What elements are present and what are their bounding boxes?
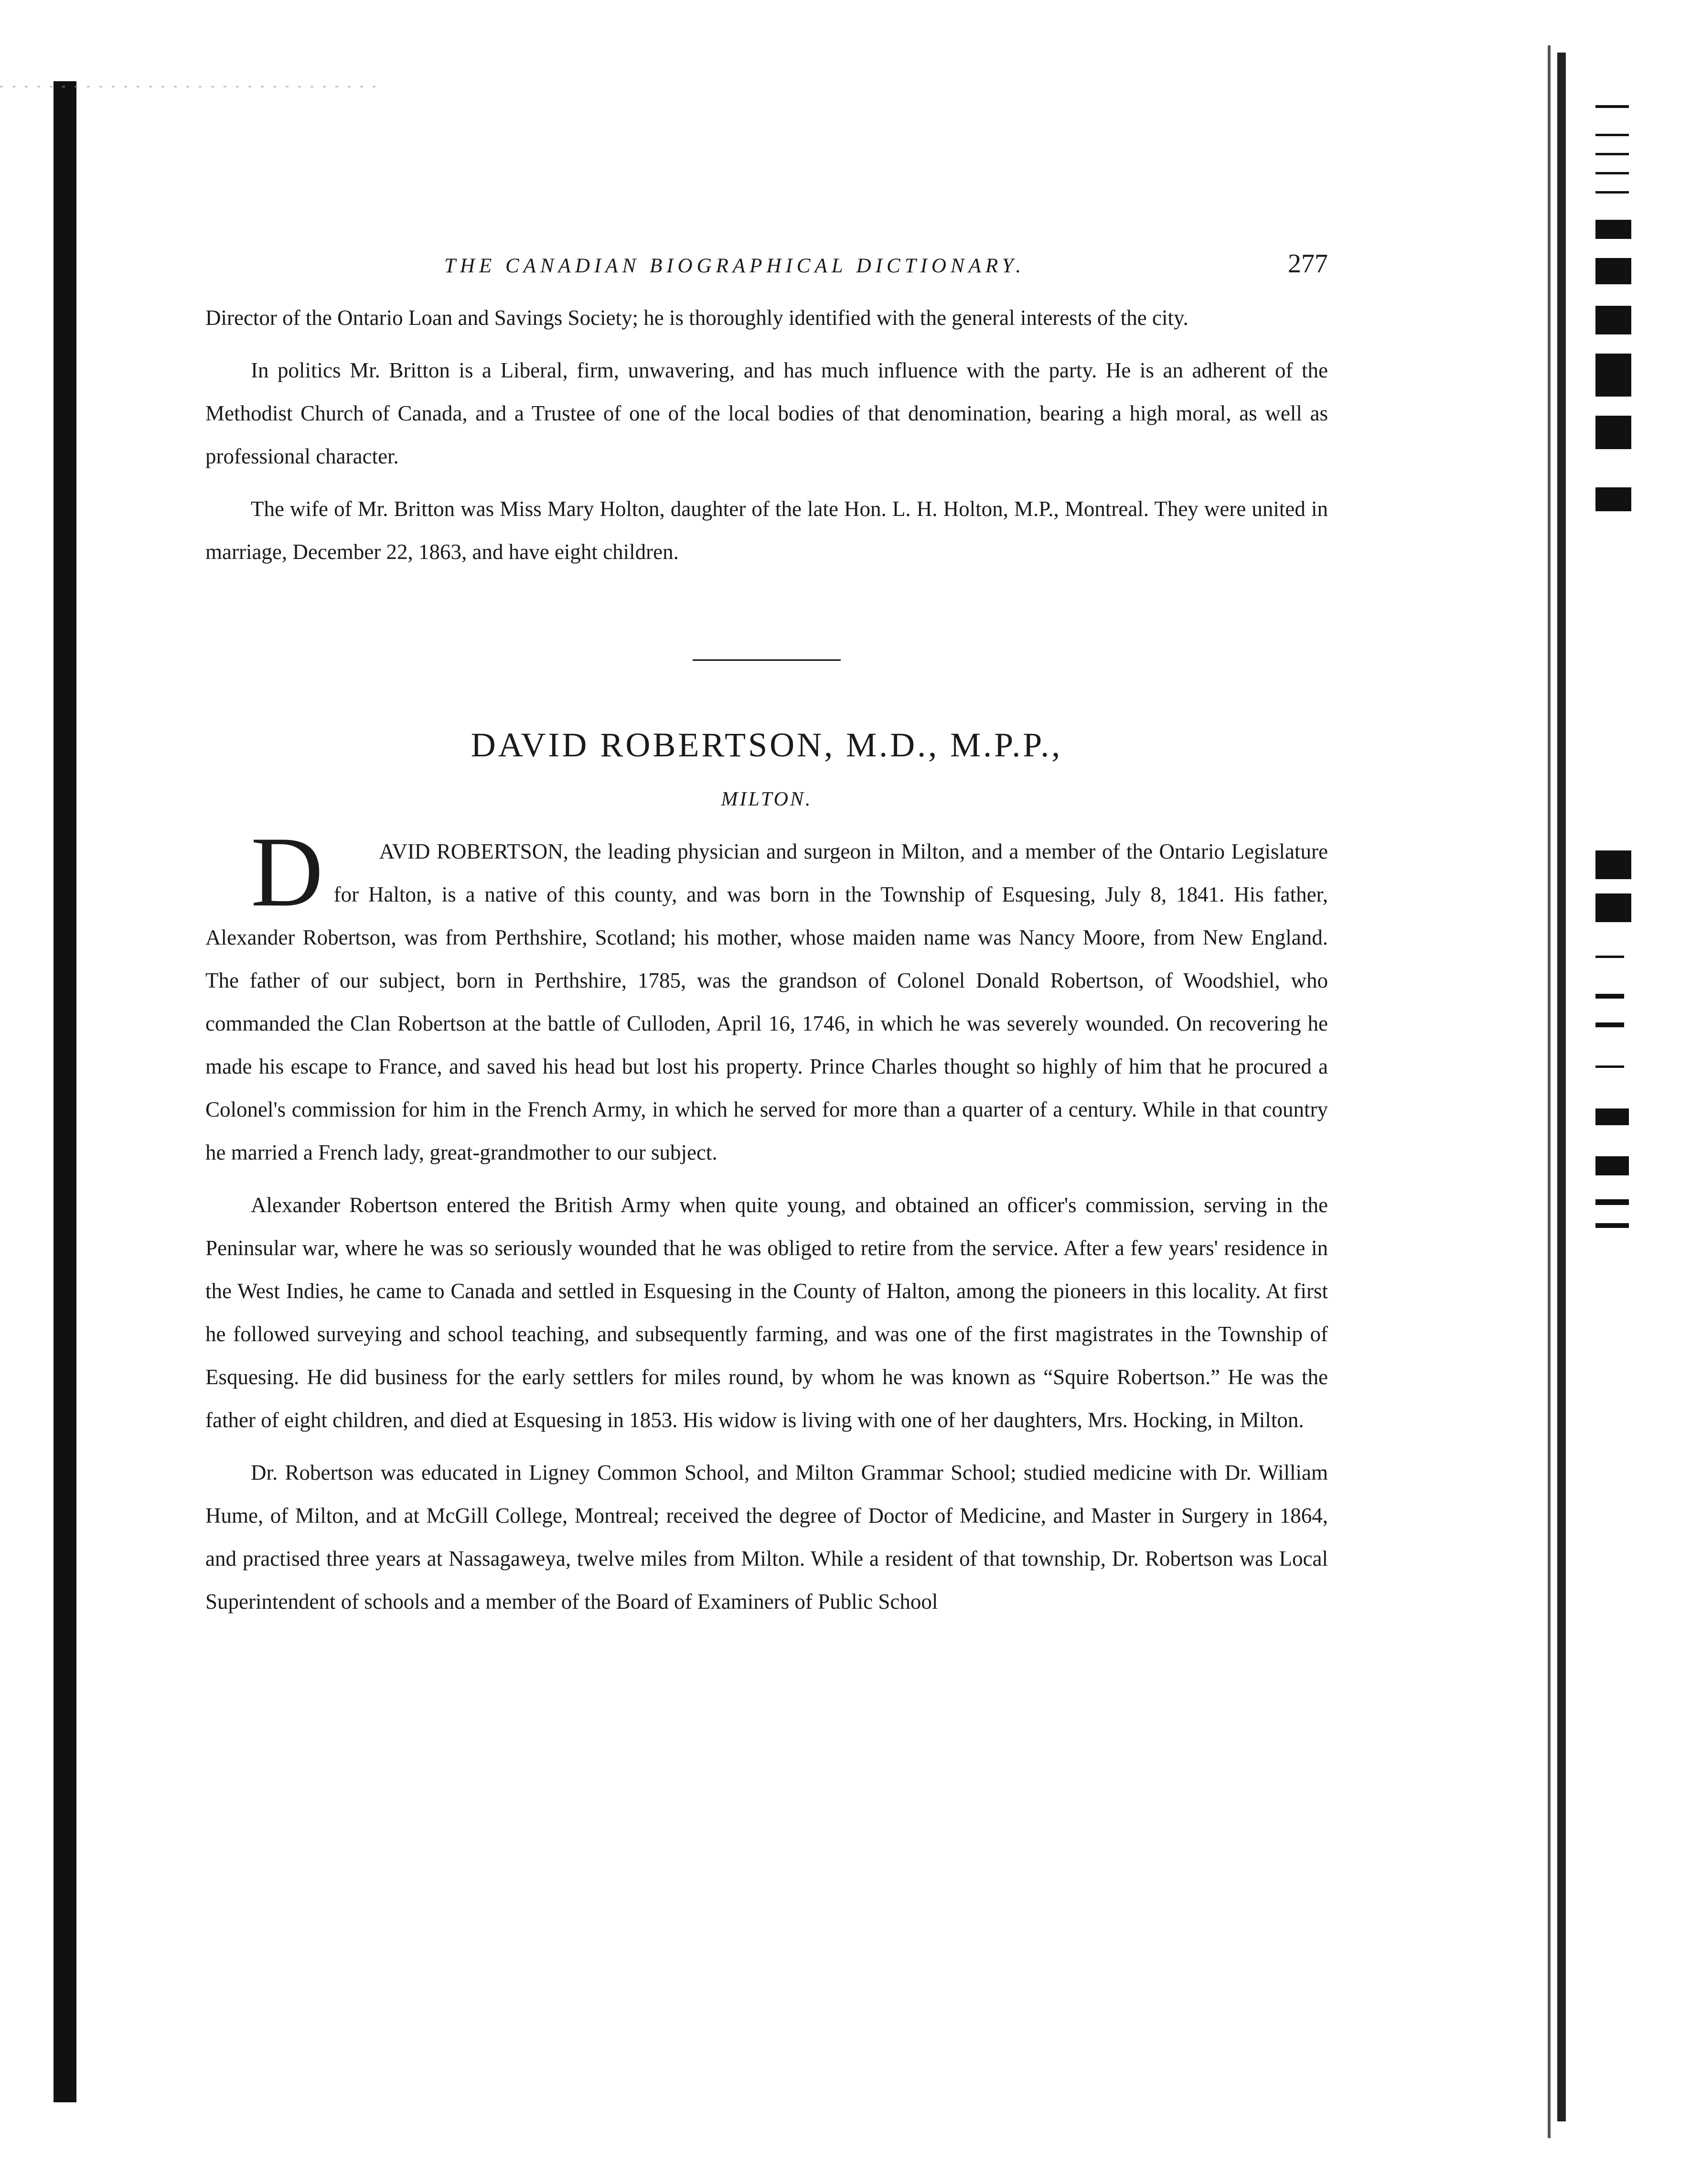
page-number: 277 [1288, 249, 1328, 279]
drop-cap: D [251, 817, 323, 927]
paragraph: Dr. Robertson was educated in Ligney Common School, and Milton Grammar School; studied medicine with Dr. William Hume, of Milton, and at McGill College, Montreal; received the degree of Doctor of Medicine, and Master in Surgery in 1864, and practised three years at Nassagaweya, twelve miles from Milton. While a resident of that township, Dr. Robertson was Local Superintendent of schools and a member of the Board of Examiners of Public School [205, 1461, 1328, 1614]
running-header [205, 248, 1328, 291]
scan-binding-edge [54, 81, 76, 2102]
paragraph: In politics Mr. Britton is a Liberal, firm, unwavering, and has much influence with the party. He is an adherent of the Methodist Church of Canada, and a Trustee of one of the local bodies of that denomination, bearing a high moral, as well as professional character. [205, 358, 1328, 468]
paragraph: Alexander Robertson entered the British Army when quite young, and obtained an officer's commission, serving in the Peninsular war, where he was so seriously wounded that he was obliged to retire from the service. After a few years' residence in the West Indies, he came to Canada and settled in Esquesing in the County of Halton, among the pioneers in this locality. At first he followed surveying and school teaching, and subsequently farming, and was one of the first magistrates in the Township of Esquesing. He did business for the early settlers for miles round, by whom he was known as “Squire Robertson.” He was the father of eight children, and died at Esquesing in 1853. His widow is living with one of her daughters, Mrs. Hocking, in Milton. [205, 1193, 1328, 1432]
scan-edge-marks [1595, 105, 1648, 1300]
paragraph [205, 817, 1328, 1174]
scan-speckle [0, 86, 382, 87]
scan-page-edge-dark [1557, 53, 1566, 2121]
scan-page-edge [1548, 45, 1551, 2138]
paragraph-text: AVID ROBERTSON, the leading physician and surgeon in Milton, and a member of the Ontario Legislature for Halton, is a native of this county, and was born in the Township of Esquesing, July 8, 1841. His father, Alexander Robertson, was from Perthshire, Scotland; his mother, whose maiden name was Nancy Moore, from New England. The father of our subject, born in Perthshire, 1785, was the grandson of Colonel Donald Robertson, of Woodshiel, who commanded the Clan Robertson at the battle of Culloden, April 16, 1746, in which he was severely wounded. On recovering he made his escape to France, and saved his head but lost his property. Prince Charles thought so highly of him that he procured a Colonel's commission for him in the French Army, in which he served for more than a quarter of a century. While in that country he married a French lady, great-grandmother to our subject. [205, 839, 1328, 1164]
article-place: MILTON. [721, 788, 813, 810]
paragraph: The wife of Mr. Britton was Miss Mary Holton, daughter of the late Hon. L. H. Holton, M.P., Montreal. They were united in marriage, December 22, 1863, and have eight children. [205, 497, 1328, 564]
page-content [205, 248, 1328, 1633]
section-divider [693, 659, 841, 661]
article-heading: DAVID ROBERTSON, M.D., M.P.P., [471, 726, 1063, 764]
running-title: THE CANADIAN BIOGRAPHICAL DICTIONARY. [444, 255, 1026, 277]
paragraph: Director of the Ontario Loan and Savings Society; he is thoroughly identified with the general interests of the city. [205, 306, 1188, 330]
